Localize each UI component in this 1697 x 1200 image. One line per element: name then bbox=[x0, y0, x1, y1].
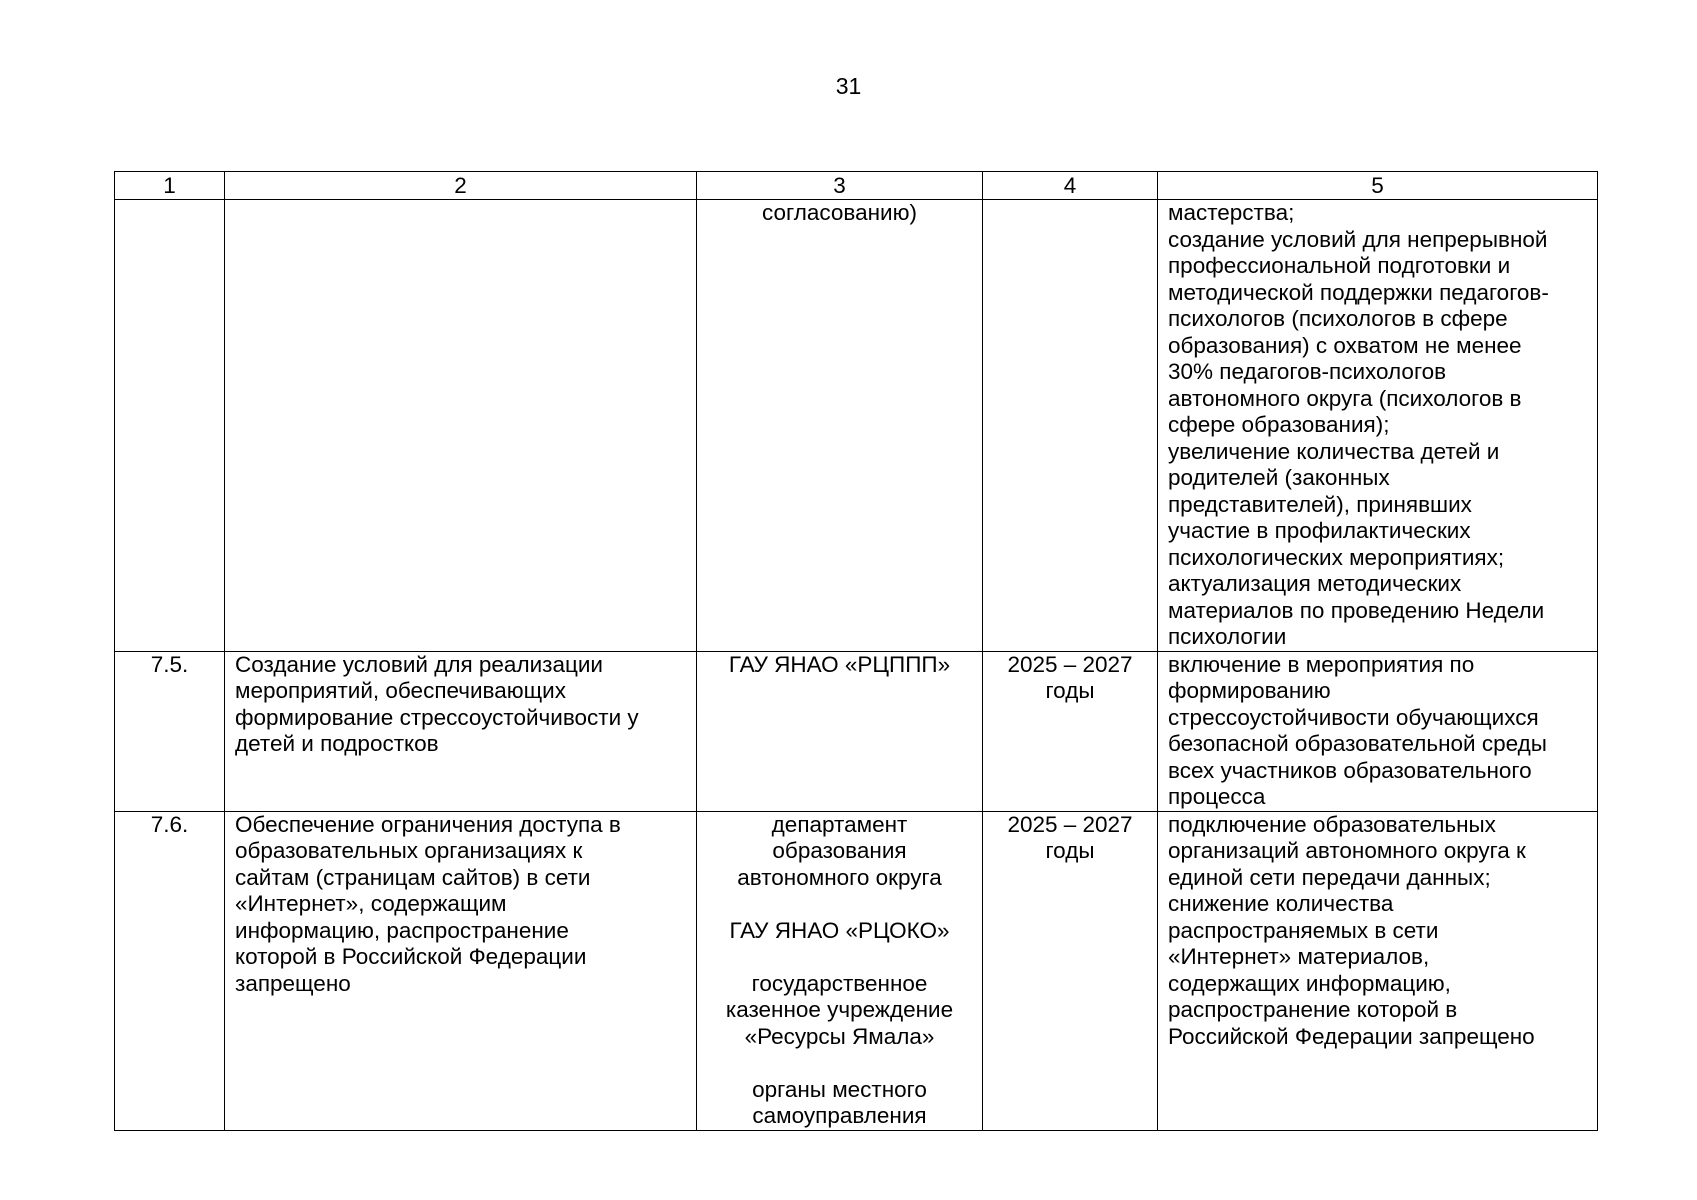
cell-line: согласованию) bbox=[762, 200, 917, 225]
cell-line: «Интернет», содержащим bbox=[235, 891, 507, 916]
cell-line: автономного округа bbox=[737, 864, 942, 890]
cell-line: образовательных организациях к bbox=[235, 838, 583, 863]
cell-line: профессиональной подготовки и bbox=[1168, 253, 1511, 278]
cell-line: ГАУ ЯНАО «РЦППП» bbox=[728, 651, 951, 677]
cell-line: представителей), принявших bbox=[1168, 491, 1472, 517]
cell-number: 7.5. bbox=[115, 651, 225, 811]
cell-measure bbox=[225, 200, 697, 652]
cell-line: актуализация методических bbox=[1168, 571, 1462, 596]
cell-period bbox=[983, 651, 1158, 811]
cell-line: родителей (законных bbox=[1168, 465, 1390, 490]
table-row-7-6 bbox=[115, 811, 1598, 1130]
cell-line: методической поддержки педагогов- bbox=[1168, 279, 1549, 305]
cell-line: годы bbox=[1045, 678, 1095, 703]
cell-line bbox=[707, 944, 972, 971]
cell-line: департамент bbox=[771, 811, 908, 837]
cell-line: всех участников образовательного bbox=[1168, 757, 1532, 783]
cell-period bbox=[983, 200, 1158, 652]
cell-line: образования) с охватом не менее bbox=[1168, 332, 1522, 358]
column-header-4: 4 bbox=[983, 172, 1158, 200]
cell-line: которой в Российской Федерации bbox=[235, 944, 587, 969]
cell-line: формированию bbox=[1168, 678, 1331, 703]
cell-executor bbox=[697, 651, 983, 811]
cell-line: государственное bbox=[751, 970, 928, 996]
cell-line: распространяемых в сети bbox=[1168, 917, 1439, 943]
table-row-7-5 bbox=[115, 651, 1598, 811]
cell-line: безопасной образовательной среды bbox=[1168, 731, 1547, 756]
table-header-row bbox=[115, 172, 1598, 200]
cell-line: психологических мероприятиях; bbox=[1168, 544, 1505, 570]
cell-line: автономного округа (психологов в bbox=[1168, 385, 1522, 411]
cell-line: мероприятий, обеспечивающих bbox=[235, 678, 566, 703]
cell-line: годы bbox=[1045, 838, 1095, 863]
cell-line: 30% педагогов-психологов bbox=[1168, 359, 1447, 384]
cell-line: образования bbox=[772, 838, 907, 863]
cell-result bbox=[1158, 200, 1598, 652]
cell-line bbox=[707, 891, 972, 918]
column-header-2: 2 bbox=[225, 172, 697, 200]
table-row-continuation bbox=[115, 200, 1598, 652]
cell-line: казенное учреждение bbox=[725, 997, 954, 1022]
cell-result bbox=[1158, 811, 1598, 1130]
cell-line: 2025 – 2027 bbox=[1007, 811, 1133, 837]
cell-number: 7.6. bbox=[115, 811, 225, 1130]
cell-line: процесса bbox=[1168, 784, 1266, 809]
cell-line: мастерства; bbox=[1168, 200, 1295, 225]
page-number: 31 bbox=[835, 73, 862, 99]
column-header-5: 5 bbox=[1158, 172, 1598, 200]
cell-line: включение в мероприятия по bbox=[1168, 651, 1475, 677]
cell-line bbox=[707, 1050, 972, 1077]
cell-line: стрессоустойчивости обучающихся bbox=[1168, 704, 1539, 730]
cell-line: Российской Федерации запрещено bbox=[1168, 1023, 1535, 1049]
cell-measure bbox=[225, 811, 697, 1130]
cell-line: формирование стрессоустойчивости у bbox=[235, 704, 639, 730]
cell-result bbox=[1158, 651, 1598, 811]
cell-line: психологов (психологов в сфере bbox=[1168, 306, 1508, 331]
column-header-1: 1 bbox=[115, 172, 225, 200]
cell-line: снижение количества bbox=[1168, 891, 1394, 916]
cell-line: содержащих информацию, bbox=[1168, 970, 1451, 996]
cell-executor bbox=[697, 200, 983, 652]
cell-line: «Интернет» материалов, bbox=[1168, 944, 1430, 969]
cell-line: подключение образовательных bbox=[1168, 811, 1496, 837]
cell-line: психологии bbox=[1168, 624, 1287, 649]
cell-executor bbox=[697, 811, 983, 1130]
cell-line: сфере образования); bbox=[1168, 412, 1390, 437]
cell-line: запрещено bbox=[235, 970, 351, 996]
column-header-3: 3 bbox=[697, 172, 983, 200]
cell-line: материалов по проведению Недели bbox=[1168, 597, 1545, 623]
cell-line: самоуправления bbox=[752, 1103, 927, 1128]
cell-line: «Ресурсы Ямала» bbox=[744, 1023, 935, 1049]
cell-line: сайтам (страницам сайтов) в сети bbox=[235, 864, 591, 890]
cell-number bbox=[115, 200, 225, 652]
cell-line: участие в профилактических bbox=[1168, 518, 1471, 543]
cell-line: Создание условий для реализации bbox=[235, 651, 603, 677]
cell-line: Обеспечение ограничения доступа в bbox=[235, 811, 621, 837]
cell-line: информацию, распространение bbox=[235, 917, 569, 943]
cell-line: увеличение количества детей и bbox=[1168, 438, 1500, 464]
cell-period bbox=[983, 811, 1158, 1130]
cell-line: распространение которой в bbox=[1168, 997, 1458, 1022]
cell-line: 2025 – 2027 bbox=[1007, 651, 1133, 677]
cell-line: органы местного bbox=[752, 1076, 927, 1102]
measures-table bbox=[114, 171, 1598, 1131]
cell-line: детей и подростков bbox=[235, 731, 439, 756]
cell-line: создание условий для непрерывной bbox=[1168, 226, 1548, 252]
cell-line: ГАУ ЯНАО «РЦОКО» bbox=[729, 917, 950, 943]
cell-line: организаций автономного округа к bbox=[1168, 838, 1526, 863]
cell-line: единой сети передачи данных; bbox=[1168, 864, 1491, 890]
cell-measure bbox=[225, 651, 697, 811]
